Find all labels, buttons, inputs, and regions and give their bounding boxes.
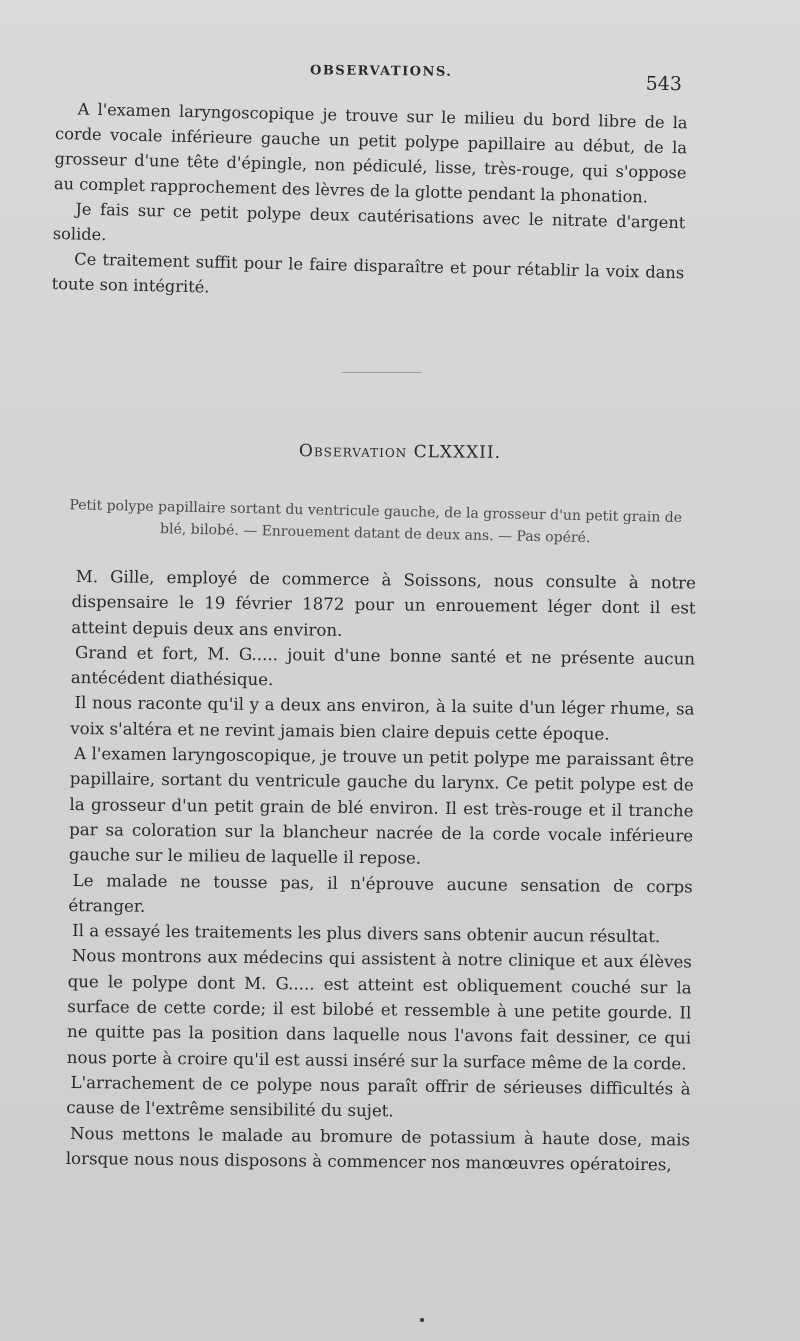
observation-title: Observation CLXXXII.: [298, 441, 502, 463]
paragraph: A l'examen laryngoscopique je trouve sur le milieu du bord libre de la corde vocale inférieure gauche un petit polype papillaire au début, de la grosseur d'une tête d'épingle, non pédiculé, lisse, très-rouge, qui s'oppose au complet rapprochement des lèvres de la glotte pendant la phonation.: [53, 99, 688, 207]
paragraph: Il a essayé les traitements les plus divers sans obtenir aucun résultat.: [72, 921, 661, 947]
page-number: 543: [645, 72, 683, 96]
paragraph: Le malade ne tousse pas, il n'éprouve aucune sensation de corps étranger.: [68, 870, 693, 916]
paragraph: Nous montrons aux médecins qui assistent à notre clinique et aux élèves que le polype dont M. G..... est atteint est obliquement couché sur la surface de cette corde; il est bilobé et ressemble à une petite gourde. Il ne quitte pas la position dans laquelle nous l'avons fait dessiner, ce qui nous porte à croire qu'il est aussi inséré sur la surface même de la corde.: [66, 946, 692, 1074]
paragraph: A l'examen laryngoscopique, je trouve un petit polype me paraissant être papillaire, sortant du ventricule gauche du larynx. Ce petit polype est de la grosseur d'un petit grain de blé environ. Il est très-rouge et il tranche par sa coloration sur la blancheur nacrée de la corde vocale inférieure gauche sur le milieu de laquelle il repose.: [68, 744, 695, 868]
section-separator: [342, 372, 422, 373]
observation-summary: Petit polype papillaire sortant du ventricule gauche, de la grosseur d'un petit grain de blé, bilobé. — Enrouement datant de deux ans. — Pas opéré.: [69, 497, 683, 547]
paragraph: Nous mettons le malade au bromure de potassium à haute dose, mais lorsque nous nous disposons à commencer nos manœuvres opératoires,: [65, 1123, 691, 1175]
running-head-title: OBSERVATIONS.: [309, 63, 453, 80]
ink-speck: [420, 1318, 424, 1322]
paragraph: L'arrachement de ce polype nous paraît offrir de sérieuses difficultés à cause de l'extrême sensibilité du sujet.: [66, 1072, 691, 1121]
paragraph: M. Gille, employé de commerce à Soissons, nous consulte à notre dispensaire le 19 février 1872 pour un enrouement léger dont il est atteint depuis deux ans environ.: [71, 567, 696, 640]
paragraph: Grand et fort, M. G..... jouit d'une bonne santé et ne présente aucun antécédent diathésique.: [70, 642, 696, 690]
paragraph: Il nous raconte qu'il y a deux ans environ, à la suite d'un léger rhume, sa voix s'altéra et ne revint jamais bien claire depuis cette époque.: [70, 693, 695, 744]
paragraph: Je fais sur ce petit polype deux cautérisations avec le nitrate d'argent solide.: [52, 199, 686, 245]
running-head: [60, 59, 700, 96]
paragraph: Ce traitement suffit pour le faire disparaître et pour rétablir la voix dans toute son intégrité.: [51, 249, 685, 297]
observation-body: [66, 564, 696, 1178]
previous-observation-conclusion: [51, 96, 687, 310]
